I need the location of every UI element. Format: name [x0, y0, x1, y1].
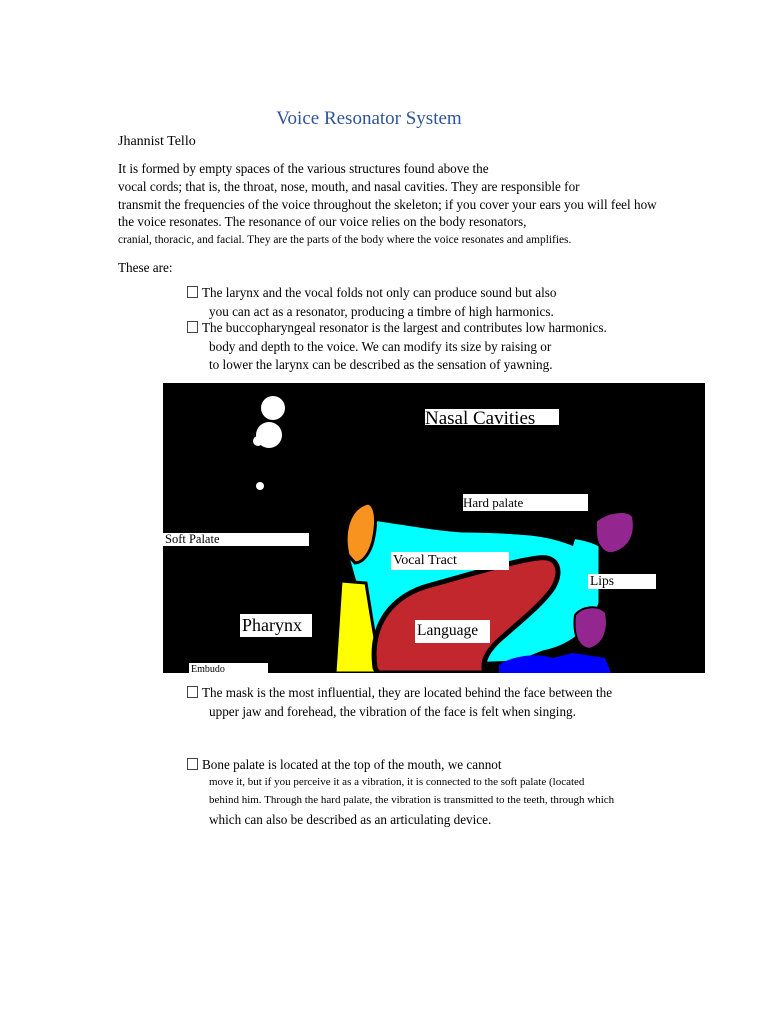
- white-spot: [261, 396, 285, 420]
- bullet-item: [187, 757, 502, 773]
- label-nasal-cavities: Nasal Cavities: [425, 409, 559, 425]
- author-name: Jhannist Tello: [118, 134, 196, 149]
- bullet-continuation: upper jaw and forehead, the vibration of the face is felt when singing.: [209, 704, 576, 719]
- bullet-text: The mask is the most influential, they are located behind the face between the: [202, 685, 613, 700]
- bullet-glyph-icon: [187, 758, 198, 770]
- bullet-continuation: body and depth to the voice. We can modify its size by raising or: [209, 339, 552, 354]
- vocal-tract-diagram: [163, 383, 705, 673]
- label-lips: Lips: [588, 574, 656, 589]
- document-title: Voice Resonator System: [276, 108, 462, 129]
- label-embudo: Embudo: [189, 663, 268, 673]
- bullet-text: The buccopharyngeal resonator is the largest and contributes low harmonics.: [202, 320, 607, 335]
- intro-line-3: transmit the frequencies of the voice throughout the skeleton; if you cover your ears you will feel how: [118, 197, 657, 212]
- intro-line-1: It is formed by empty spaces of the various structures found above the: [118, 161, 489, 176]
- label-hard-palate: Hard palate: [463, 494, 588, 511]
- intro-line-2: vocal cords; that is, the throat, nose, mouth, and nasal cavities. They are responsible for: [118, 179, 580, 194]
- label-language: Language: [415, 620, 490, 643]
- white-spot: [253, 436, 263, 446]
- intro-line-5: cranial, thoracic, and facial. They are the parts of the body where the voice resonates and amplifies.: [118, 234, 572, 246]
- bullet-continuation: you can act as a resonator, producing a timbre of high harmonics.: [209, 304, 554, 319]
- bullet-item: [187, 320, 607, 336]
- intro-line-4: the voice resonates. The resonance of our voice relies on the body resonators,: [118, 214, 527, 229]
- bullet-item: [187, 285, 557, 301]
- bullet-glyph-icon: [187, 686, 198, 698]
- bullet-continuation: to lower the larynx can be described as the sensation of yawning.: [209, 357, 553, 372]
- bullet-glyph-icon: [187, 286, 198, 298]
- bullet-continuation: which can also be described as an articulating device.: [209, 812, 492, 827]
- upper-lip: [596, 512, 634, 553]
- bullet-continuation: move it, but if you perceive it as a vibration, it is connected to the soft palate (located: [209, 776, 585, 788]
- label-vocal-tract: Vocal Tract: [391, 552, 509, 570]
- lower-lip: [575, 607, 607, 649]
- bullet-text: The larynx and the vocal folds not only can produce sound but also: [202, 285, 557, 300]
- bullet-text: Bone palate is located at the top of the mouth, we cannot: [202, 757, 502, 772]
- label-pharynx: Pharynx: [240, 614, 312, 637]
- these-are-heading: These are:: [118, 260, 173, 275]
- bullet-item: [187, 685, 612, 701]
- bullet-glyph-icon: [187, 321, 198, 333]
- bullet-continuation: behind him. Through the hard palate, the vibration is transmitted to the teeth, through which: [209, 794, 615, 806]
- label-soft-palate: Soft Palate: [163, 533, 309, 546]
- white-spot: [256, 482, 264, 490]
